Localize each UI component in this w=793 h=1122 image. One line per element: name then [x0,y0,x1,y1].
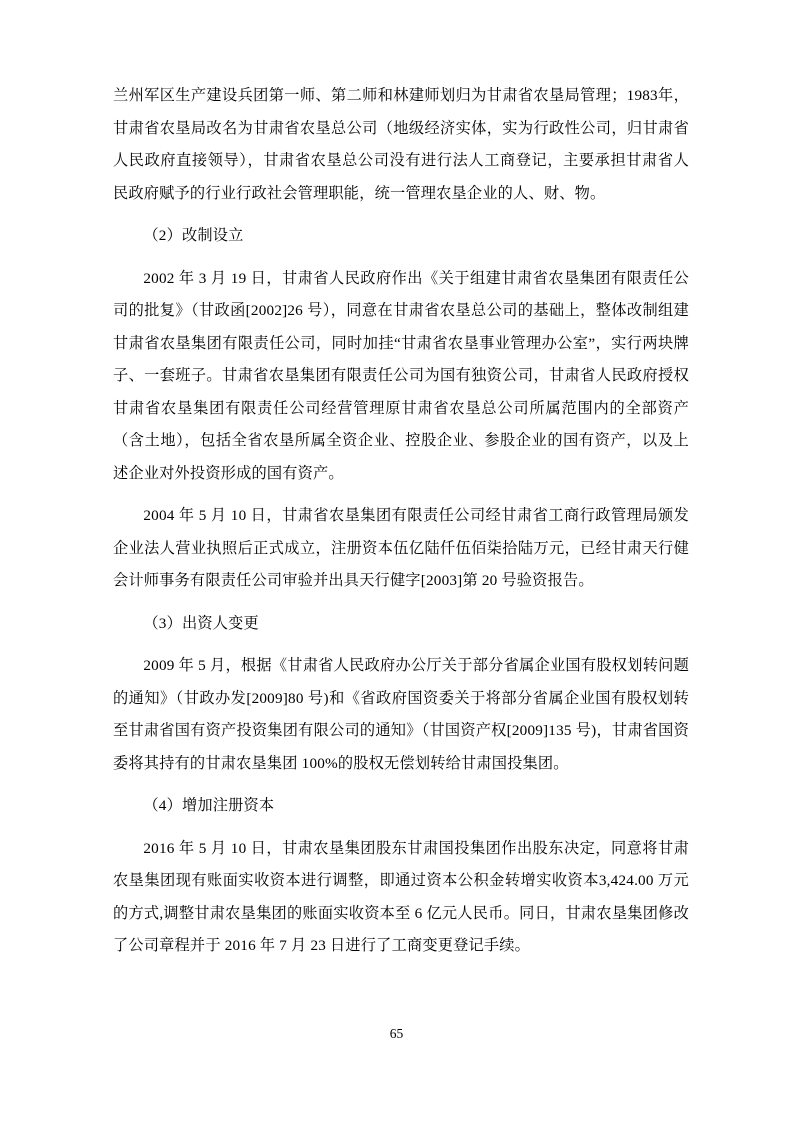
section-heading: （2）改制设立 [143,227,244,244]
paragraph: 2002 年 3 月 19 日，甘肃省人民政府作出《关于组建甘肃省农垦集团有限责任公司的批复》（甘政函[2002]26 号），同意在甘肃省农垦总公司的基础上，整体改制组建甘肃省农垦集团有限责任公司，同时加挂“甘肃省农垦事业管理办公室”，实行两块牌子、一套班子。甘肃省农垦集团有限责任公司为国有独资公司，甘肃省人民政府授权甘肃省农垦集团有限责任公司经营管理原甘肃省农垦总公司所属范围内的全部资产（含土地），包括全省农垦所属全资企业、控股企业、参股企业的国有资产，以及上述企业对外投资形成的国有资产。 [113,269,689,482]
paragraph: 2016 年 5 月 10 日，甘肃农垦集团股东甘肃国投集团作出股东决定，同意将甘肃农垦集团现有账面实收资本进行调整，即通过资本公积金转增实收资本3,424.00 万元的方式,调整甘肃农垦集团的账面实收资本至 6 亿元人民币。同日，甘肃农垦集团修改了公司章程并于 2016 年 7 月 23 日进行了工商变更登记手续。 [113,839,689,954]
section-heading: （4）增加注册资本 [143,797,275,814]
page-number: 65 [389,1026,404,1041]
paragraph: 2004 年 5 月 10 日，甘肃省农垦集团有限责任公司经甘肃省工商行政管理局颁发企业法人营业执照后正式成立，注册资本伍亿陆仟伍佰柒拾陆万元，已经甘肃天行健会计师事务有限责任公司审验并出具天行健字[2003]第 20 号验资报告。 [113,507,689,589]
paragraph: 兰州军区生产建设兵团第一师、第二师和林建师划归为甘肃省农垦局管理；1983年，甘肃省农垦局改名为甘肃省农垦总公司（地级经济实体，实为行政性公司，归甘肃省人民政府直接领导），甘肃省农垦总公司没有进行法人工商登记，主要承担甘肃省人民政府赋予的行业行政社会管理职能，统一管理农垦企业的人、财、物。 [113,87,689,202]
section-heading: （3）出资人变更 [143,614,259,632]
page-body [113,80,689,963]
paragraph: 2009 年 5 月，根据《甘肃省人民政府办公厅关于部分省属企业国有股权划转问题的通知》（甘政办发[2009]80 号)和《省政府国资委关于将部分省属企业国有股权划转至甘肃省国有资产投资集团有限公司的通知》（甘国资产权[2009]135 号)，甘肃省国资委将其持有的甘肃农垦集团 100%的股权无偿划转给甘肃国投集团。 [113,657,689,772]
